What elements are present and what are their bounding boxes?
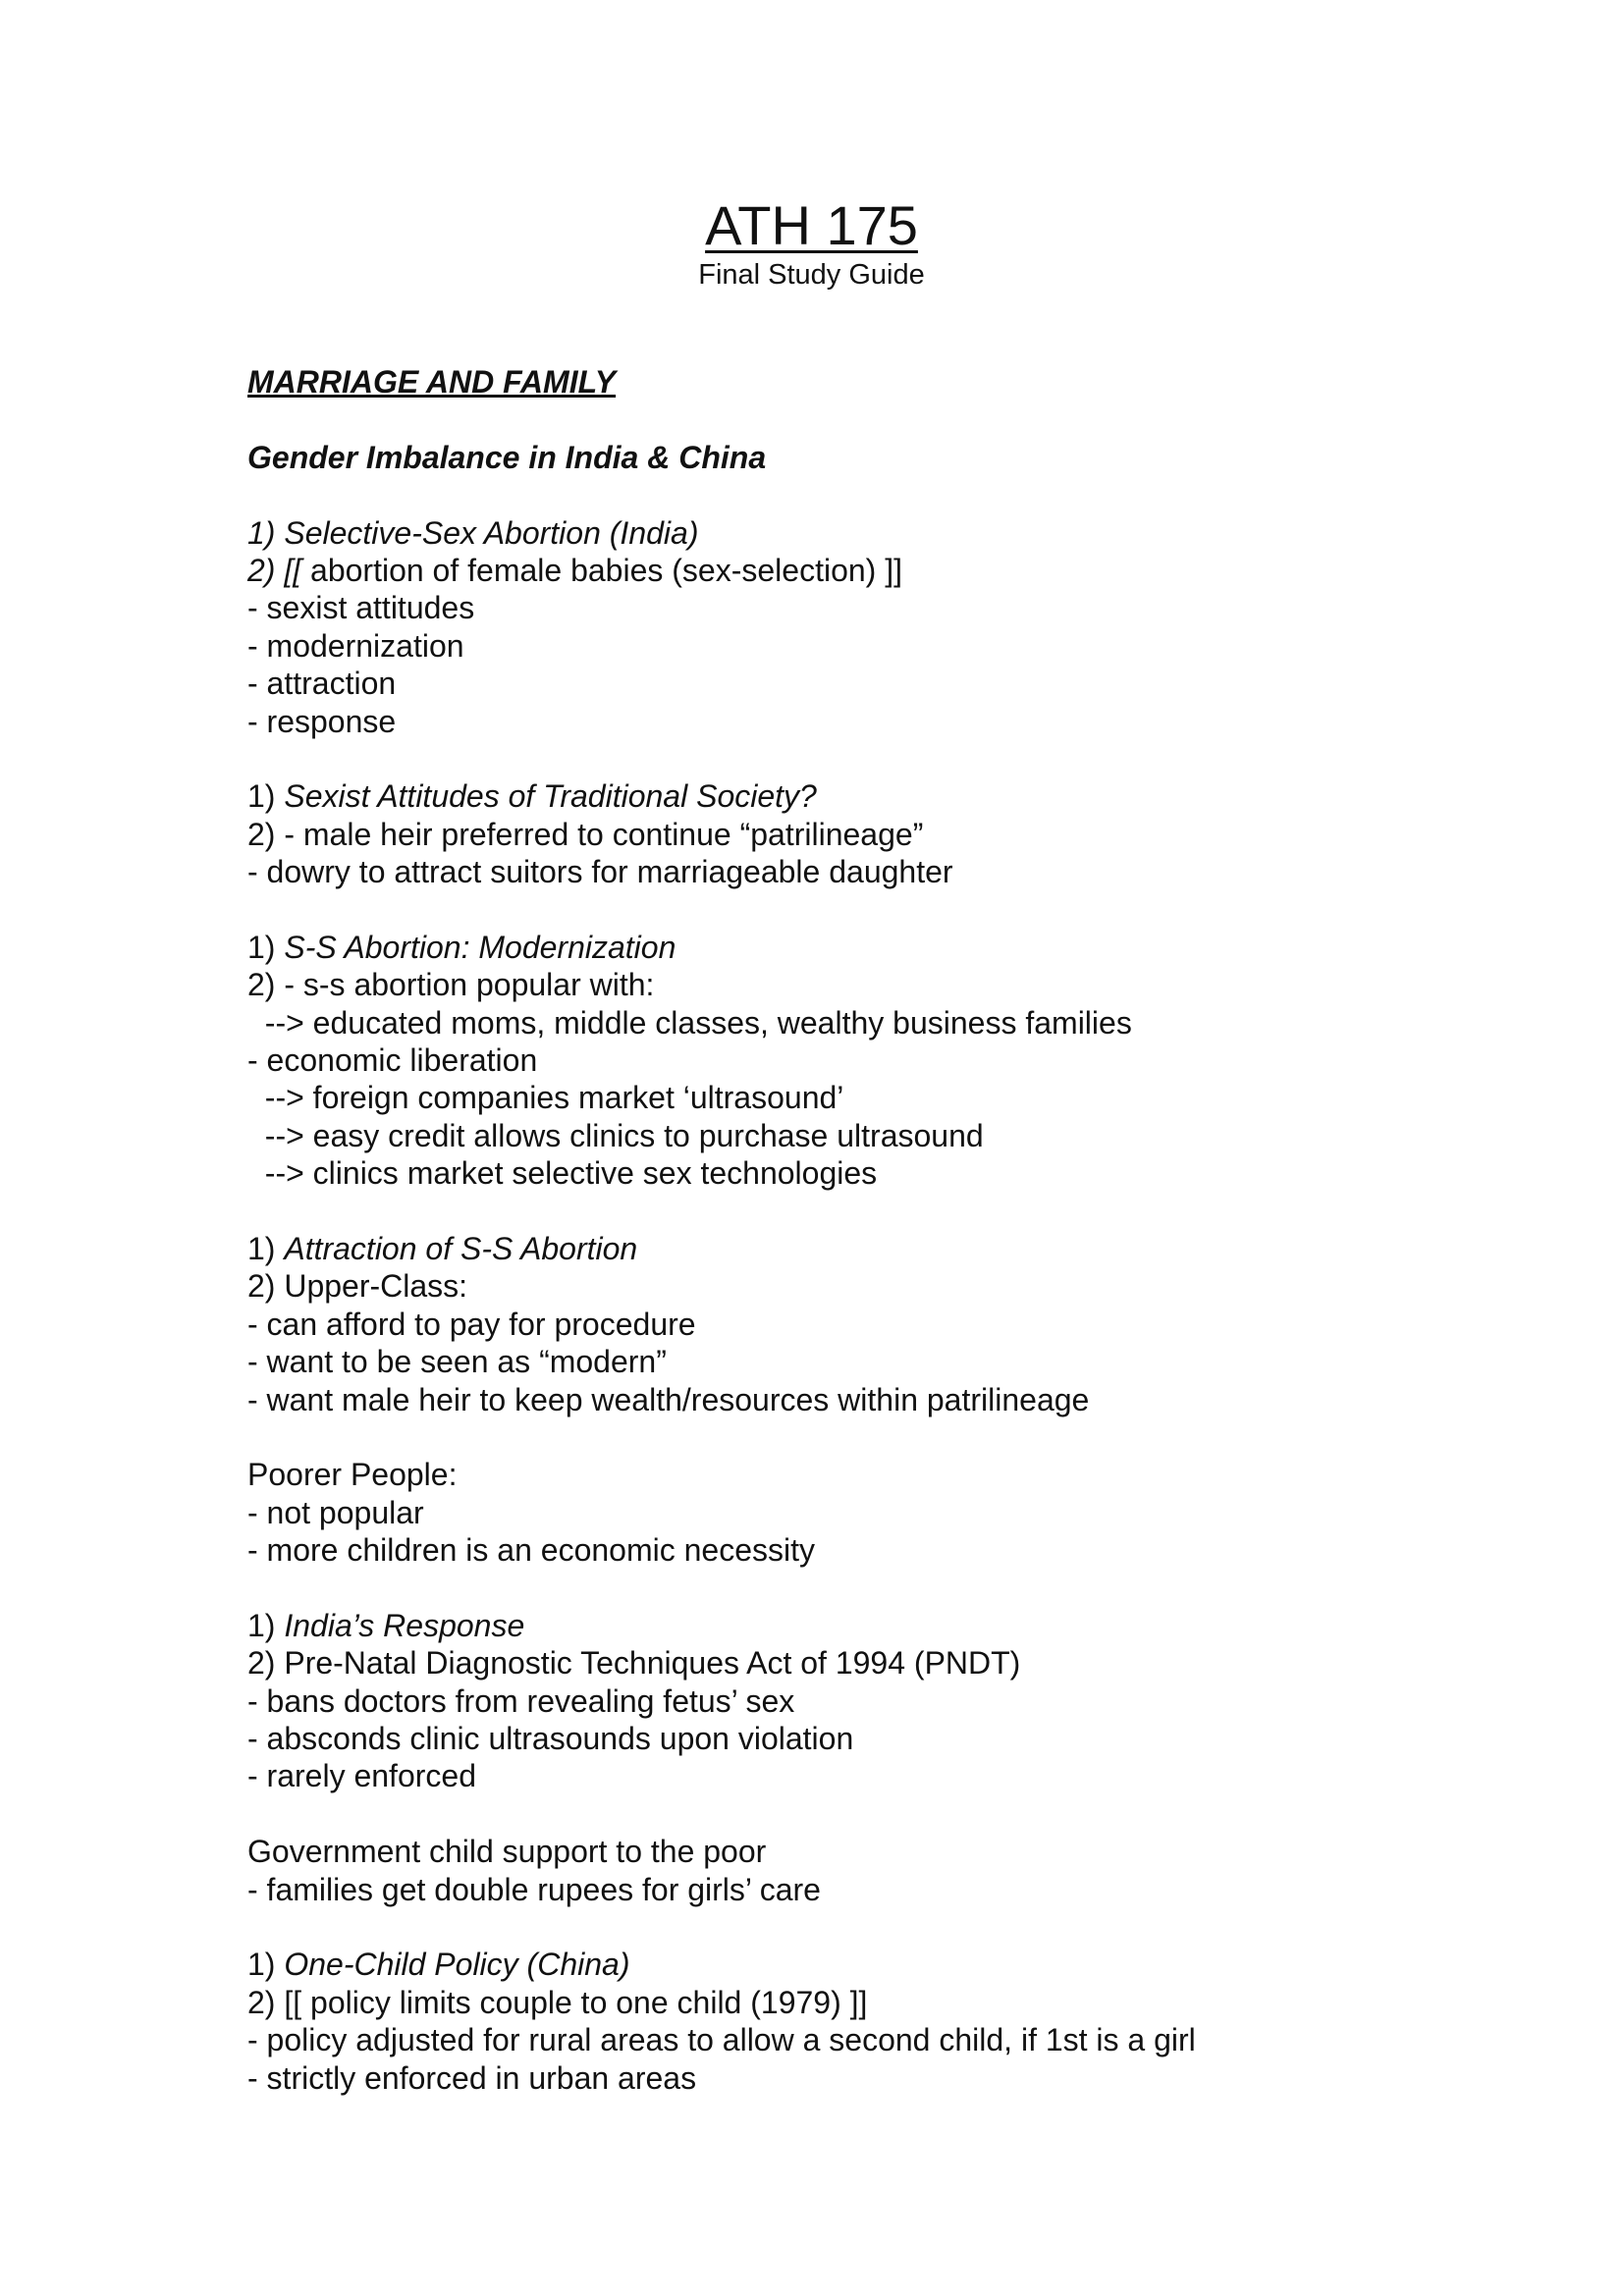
blank-line [247, 1418, 1583, 1456]
text-segment: --> educated moms, middle classes, wealthy business families [247, 1004, 1132, 1041]
text-segment: - response [247, 703, 397, 739]
text-segment: - policy adjusted for rural areas to allow a second child, if 1st is a girl [247, 2022, 1196, 2058]
text-line [247, 1306, 1583, 1343]
text-segment: Poorer People: [247, 1457, 458, 1493]
text-line [247, 1267, 1583, 1305]
text-line [247, 1343, 1583, 1380]
text-segment: - not popular [247, 1494, 424, 1530]
text-line [247, 1531, 1583, 1569]
document-body [247, 363, 1583, 2097]
text-segment: - economic liberation [247, 1042, 538, 1079]
text-line [247, 589, 1583, 626]
text-line [247, 1079, 1583, 1116]
text-line [247, 2021, 1583, 2058]
text-line [247, 514, 1583, 552]
text-segment: - can afford to pay for procedure [247, 1306, 696, 1342]
text-segment: 1) Selective-Sex Abortion (India) [247, 514, 699, 551]
text-line [247, 1984, 1583, 2021]
text-segment: - absconds clinic ultrasounds upon violation [247, 1721, 854, 1757]
text-line [247, 816, 1583, 853]
text-segment: 1) [247, 929, 285, 965]
text-line [247, 1682, 1583, 1720]
text-line [247, 966, 1583, 1003]
text-segment: - bans doctors from revealing fetus’ sex [247, 1682, 795, 1719]
text-segment: --> easy credit allows clinics to purchase ultrasound [247, 1117, 984, 1153]
text-segment: --> foreign companies market ‘ultrasound’ [247, 1080, 844, 1116]
text-segment: - attraction [247, 666, 397, 702]
blank-line [247, 400, 1583, 438]
text-segment: - want to be seen as “modern” [247, 1344, 667, 1380]
text-line [247, 665, 1583, 702]
blank-line [247, 476, 1583, 513]
text-line [247, 1230, 1583, 1267]
text-line [247, 1607, 1583, 1644]
text-segment: Government child support to the poor [247, 1834, 767, 1870]
text-segment: Sexist Attitudes of Traditional Society? [284, 778, 817, 815]
text-line [247, 627, 1583, 665]
text-segment: 2) - male heir preferred to continue “patrilineage” [247, 816, 924, 852]
text-segment: - sexist attitudes [247, 590, 475, 626]
text-segment: Gender Imbalance in India & China [247, 439, 767, 475]
text-line [247, 1004, 1583, 1041]
text-line [247, 1946, 1583, 1983]
text-segment: 1) [247, 1607, 285, 1643]
text-line [247, 1720, 1583, 1757]
text-line [247, 1871, 1583, 1908]
blank-line [247, 1908, 1583, 1946]
text-segment: One-Child Policy (China) [284, 1947, 630, 1983]
text-line [247, 1757, 1583, 1794]
text-line [247, 1456, 1583, 1493]
text-segment: Attraction of S-S Abortion [284, 1230, 638, 1266]
text-line [247, 929, 1583, 966]
blank-line [247, 1193, 1583, 1230]
text-line [247, 552, 1583, 589]
text-segment: 1) [247, 778, 285, 815]
text-line [247, 1381, 1583, 1418]
text-segment: - want male heir to keep wealth/resources within patrilineage [247, 1381, 1090, 1417]
text-segment: - families get double rupees for girls’ care [247, 1871, 821, 1907]
text-line [247, 777, 1583, 815]
text-line [247, 1041, 1583, 1079]
text-segment: - rarely enforced [247, 1758, 476, 1794]
text-segment: 1) [247, 1230, 285, 1266]
text-line [247, 2059, 1583, 2097]
document-subtitle: Final Study Guide [698, 259, 925, 291]
blank-line [247, 1570, 1583, 1607]
text-segment: - more children is an economic necessity [247, 1532, 816, 1569]
text-segment: 2) Upper-Class: [247, 1268, 468, 1305]
text-segment: 2) [[ policy limits couple to one child (1979) ]] [247, 1984, 868, 2020]
blank-line [247, 740, 1583, 777]
text-segment: 2) Pre-Natal Diagnostic Techniques Act of 1994 (PNDT) [247, 1645, 1021, 1682]
text-segment: - modernization [247, 627, 464, 664]
text-line [247, 1833, 1583, 1870]
text-segment: --> clinics market selective sex technologies [247, 1155, 878, 1192]
text-line [247, 853, 1583, 890]
text-line [247, 1117, 1583, 1154]
text-line [247, 363, 1583, 400]
text-line [247, 439, 1583, 476]
text-segment: abortion of female babies (sex-selection) ]] [310, 552, 902, 588]
text-segment: MARRIAGE AND FAMILY [247, 364, 617, 400]
text-segment: S-S Abortion: Modernization [284, 929, 676, 965]
text-segment: 2) - s-s abortion popular with: [247, 967, 655, 1003]
text-line [247, 703, 1583, 740]
text-segment: 1) [247, 1947, 285, 1983]
text-line [247, 1494, 1583, 1531]
text-segment: - strictly enforced in urban areas [247, 2059, 697, 2096]
blank-line [247, 1795, 1583, 1833]
text-line [247, 1154, 1583, 1192]
blank-line [247, 890, 1583, 928]
text-segment: - dowry to attract suitors for marriageable daughter [247, 854, 953, 890]
document-title: ATH 175 [705, 194, 918, 256]
text-segment: India’s Response [284, 1607, 525, 1643]
text-line [247, 1644, 1583, 1682]
text-segment: 2) [[ [247, 552, 311, 588]
